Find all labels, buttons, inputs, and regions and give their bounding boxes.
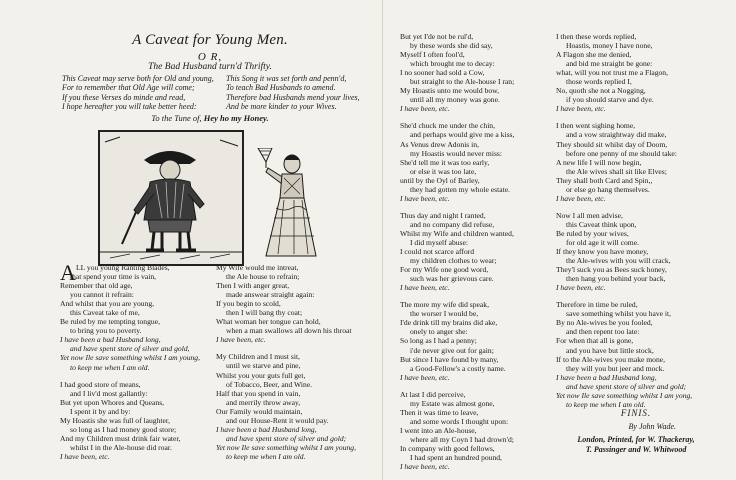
- verse-line: and bid me straight be gone:: [566, 59, 653, 69]
- verse-line: They'l suck you as Bees suck honey,: [556, 265, 667, 275]
- verse-column-3: [400, 32, 550, 471]
- verse-line: I have been, etc.: [556, 193, 606, 203]
- verse-line: until all my money was gone.: [410, 95, 500, 105]
- tune-name: Hey ho my Honey.: [203, 113, 269, 123]
- verse-line: I had spent an hundred pound,: [410, 453, 502, 463]
- verse-line: and then repent too late:: [566, 327, 640, 337]
- verse-line: or else go hang themselves.: [566, 184, 650, 194]
- finis-label: FINIS.: [620, 408, 652, 418]
- verse-line: to keep me when I am old.: [70, 362, 150, 372]
- verse-line: and you have but little stock,: [566, 345, 654, 355]
- intro-line: I hope hereafter you will take better heed:: [62, 102, 197, 112]
- verse-line: Therefore in time be ruled,: [556, 300, 638, 310]
- verse-line: Whilst you your guts full get,: [216, 370, 306, 380]
- verse-line: a Good-Fellow's a costly name.: [410, 363, 506, 373]
- verse-line: LL you young Ranting Blades,: [76, 263, 170, 272]
- verse-line: Remember that old age,: [60, 281, 133, 291]
- verse-line: for old age it will come.: [566, 237, 639, 247]
- verse-line: But yet I'de not be rul'd,: [400, 32, 474, 41]
- verse-line: and have spent store of silver and gold;: [226, 433, 347, 443]
- verse-line: but straight to the Ale-house I ran;: [410, 77, 515, 87]
- verse-line: the Ale house to refrain;: [226, 272, 300, 282]
- stanza-gap: [216, 344, 376, 352]
- intro-line: To teach Bad Husbands to amend.: [226, 83, 336, 93]
- verse-line: As Venus drew Adonis in,: [400, 139, 479, 149]
- verse-line: to keep me when I am old.: [226, 451, 306, 461]
- verse-line: I have been a bad Husband long,: [216, 424, 317, 434]
- verse-line: Yet now Ile save something whilst I am yong,: [556, 390, 693, 400]
- verse-line: I could not scarce afford: [400, 247, 475, 257]
- verse-line: My Wife would me intreat,: [216, 263, 299, 272]
- verse-line: She'd tell me it was too early,: [400, 157, 490, 167]
- verse-line: Our Family would maintain,: [216, 406, 303, 416]
- stanza-gap: [556, 203, 716, 211]
- verse-line: or else it was too late,: [410, 166, 477, 176]
- verse-line: the worser I would be,: [410, 309, 479, 319]
- verse-line: by these words she did say,: [410, 41, 493, 51]
- verse-line: if you should starve and dye.: [566, 95, 654, 105]
- stanza-gap: [556, 113, 716, 121]
- verse-line: they had gotten my whole estate.: [410, 184, 510, 194]
- verse-line: those words replied I,: [566, 77, 632, 87]
- intro-verse-right: [226, 74, 386, 112]
- verse-line: A new life I will now begin,: [556, 157, 642, 167]
- verse-line: Be ruled by your wives,: [556, 228, 629, 238]
- verse-line: I have been, etc.: [400, 193, 450, 203]
- stanza-gap: [400, 113, 550, 121]
- tune-line: [60, 113, 360, 123]
- verse-line: They should sit whilst day of Doom,: [556, 139, 668, 149]
- intro-line: For to remember that Old Age will come;: [62, 83, 195, 93]
- verse-line: My Hoastis she was full of laughter,: [60, 415, 170, 425]
- verse-line: For my Wife one good word,: [400, 265, 489, 275]
- verse-line: i'de never give out for gain;: [410, 345, 494, 355]
- intro-line: This Song it was set forth and penn'd,: [226, 74, 347, 83]
- verse-line: my Estate was almost gone,: [410, 398, 495, 408]
- verse-line: Then I with anger great,: [216, 281, 290, 291]
- verse-line: what, will you not trust me a Flagon,: [556, 68, 668, 78]
- intro-line: Therefore bad Husbands mend your lives,: [226, 92, 360, 102]
- verse-line: Thus day and night I ranted,: [400, 210, 486, 220]
- verse-line: My Hoastis unto me would bow,: [400, 86, 500, 96]
- verse-line: And my Children must drink fair water,: [60, 433, 181, 443]
- ballad-or: O R,: [197, 51, 223, 63]
- verse-line: The more my wife did speak,: [400, 300, 489, 310]
- verse-line: then hang you behind your back,: [566, 274, 666, 284]
- tune-prefix: To the Tune of,: [151, 113, 202, 123]
- verse-line: But yet upon Whores and Queans,: [60, 397, 165, 407]
- verse-line: No, quoth she not a Nogging,: [556, 86, 646, 96]
- verse-line: which brought me to decay:: [410, 59, 495, 69]
- page-fold: [382, 0, 383, 480]
- verse-line: They shall both Card and Spin,,: [556, 175, 653, 185]
- verse-line: save something whilst you have it,: [566, 309, 672, 319]
- verse-line: the Ale-wives with you will crack,: [566, 256, 671, 266]
- imprint-line: London, Printed, for W. Thackeray,: [577, 435, 695, 444]
- verse-line: and have spent store of silver and gold;: [566, 381, 687, 391]
- intro-verse-left: [62, 74, 222, 112]
- verse-line: And whilst that you are young,: [60, 299, 155, 309]
- verse-column-1: [60, 260, 210, 461]
- woodcut-woman-image: [254, 148, 318, 260]
- verse-line: and merrily throw away,: [226, 397, 301, 407]
- verse-line: So long as I had a penny;: [400, 336, 477, 346]
- imprint-line: T. Passinger and W. Whitwood: [585, 445, 687, 454]
- verse-line: until we starve and pine,: [226, 361, 301, 371]
- verse-line: whilst I in the Ale-house did roar.: [70, 442, 172, 452]
- verse-line: Be ruled by me tempting tongue,: [60, 317, 160, 327]
- verse-line: and a vow straightway did make,: [566, 130, 667, 140]
- verse-line: so long as I had money good store;: [70, 424, 177, 434]
- verse-line: I have been, etc.: [556, 283, 606, 293]
- verse-line: Yet now Ile save something whilst I am young,: [60, 353, 200, 363]
- stanza-gap: [400, 203, 550, 211]
- verse-line: If they know you have money,: [556, 247, 649, 257]
- verse-line: I'de drink till my brains did ake,: [400, 318, 498, 328]
- verse-line: My Children and I must sit,: [216, 352, 300, 362]
- verse-line: where all my Coyn I had drown'd;: [410, 434, 514, 444]
- verse-line: I have been, etc.: [400, 462, 450, 472]
- verse-line: to keep me when I am old.: [566, 399, 646, 409]
- verse-line: I then these words replied,: [556, 32, 637, 41]
- stanza-gap: [400, 382, 550, 390]
- verse-line: What woman her tongue can hold,: [216, 317, 321, 327]
- verse-line: you cannot it refrain:: [70, 290, 134, 300]
- verse-line: and our House-Rent it would pay.: [226, 415, 329, 425]
- verse-line: that spend your time is vain,: [70, 272, 157, 282]
- verse-line: Now I all men advise,: [556, 210, 623, 220]
- verse-line: such was her grievous care.: [410, 274, 494, 284]
- verse-line: I went into an Ale-house,: [400, 425, 477, 435]
- verse-line: and I liv'd most gallantly:: [70, 388, 148, 398]
- verse-line: I then went sighing home,: [556, 121, 636, 131]
- verse-line: If you begin to scold,: [216, 299, 281, 309]
- intro-line: And be more kinder to your Wives.: [226, 102, 337, 112]
- verse-line: this Caveat think upon,: [566, 219, 637, 229]
- author-credit: By John Wade.: [628, 422, 676, 431]
- verse-column-2: [216, 263, 376, 461]
- verse-line: I have been, etc.: [216, 335, 266, 345]
- verse-line: I have been, etc.: [400, 372, 450, 382]
- stanza-gap: [400, 292, 550, 300]
- verse-line: Then it was time to leave,: [400, 407, 479, 417]
- verse-line: A Flagon she me denied,: [556, 50, 632, 60]
- verse-line: I have been, etc.: [400, 104, 450, 114]
- verse-line: before one penny of me should take:: [566, 148, 677, 158]
- verse-line: For when that all is gone,: [556, 336, 634, 346]
- verse-line: the Ale wives shall sit like Elves;: [566, 166, 667, 176]
- verse-line: this Caveat take of me,: [70, 308, 140, 318]
- verse-line: Myself I often fool'd,: [400, 50, 465, 60]
- verse-line: they will you but jeer and mock.: [566, 363, 665, 373]
- ballad-subtitle: The Bad Husband turn'd Thrifty.: [148, 62, 272, 72]
- verse-line: She'd chuck me under the chin,: [400, 121, 495, 131]
- verse-line: Whilst my Wife and children wanted,: [400, 228, 514, 238]
- verse-line: I spent it by and by:: [70, 406, 131, 416]
- verse-line: But since I have found by many,: [400, 354, 499, 364]
- verse-line: when a man swallows all down his throat: [226, 326, 352, 336]
- verse-line: of Tobacco, Beer, and Wine.: [226, 379, 313, 389]
- verse-line: then I will bang thy coat;: [226, 308, 303, 318]
- verse-column-4: [556, 32, 716, 409]
- verse-line: At last I did perceive,: [400, 389, 466, 399]
- verse-line: and some words I thought upon:: [410, 416, 509, 426]
- intro-line: If you these Verses do minde and read,: [62, 92, 186, 102]
- verse-line: I have been, etc.: [400, 283, 450, 293]
- verse-line: my children clothes to wear;: [410, 256, 497, 266]
- printer-imprint: [556, 435, 716, 455]
- verse-line: and perhaps would give me a kiss,: [410, 130, 515, 140]
- verse-line: made answear straight again:: [226, 290, 315, 300]
- verse-line: and have spent store of silver and gold,: [70, 344, 190, 354]
- verse-line: and no company did refuse,: [410, 219, 495, 229]
- verse-line: I no sooner had sold a Cow,: [400, 68, 485, 78]
- verse-line: I have been, etc.: [556, 104, 606, 114]
- woodcut-man-image: [98, 130, 244, 266]
- verse-line: to bring you to poverty.: [70, 326, 142, 336]
- verse-line: until by the Oyl of Barley,: [400, 175, 480, 185]
- verse-line: I had good store of means,: [60, 379, 141, 389]
- verse-line: onely to anger she:: [410, 327, 468, 337]
- intro-line: This Caveat may serve both for Old and young,: [62, 74, 214, 83]
- verse-line: By no Ale-wives be you fooled,: [556, 318, 653, 328]
- verse-line: my Hoastis would never miss:: [410, 148, 502, 158]
- verse-line: If to the Ale-wives you make mone,: [556, 354, 666, 364]
- verse-line: I did myself abuse:: [410, 237, 468, 247]
- stanza-gap: [556, 292, 716, 300]
- verse-line: I have been a bad Husband long,: [556, 372, 657, 382]
- ballad-title: A Caveat for Young Men.: [132, 32, 288, 48]
- verse-line: Yet now Ile save something whilst I am young,: [216, 442, 356, 452]
- verse-line: Half that you spend in vain,: [216, 388, 301, 398]
- verse-line: In company with good fellows,: [400, 443, 495, 453]
- drop-cap: A: [60, 260, 76, 285]
- verse-line: Hoastis, money I have none,: [566, 41, 653, 51]
- stanza-gap: [60, 372, 210, 380]
- verse-line: I have been a bad Husband long,: [60, 335, 161, 345]
- verse-line: I have been, etc.: [60, 451, 110, 461]
